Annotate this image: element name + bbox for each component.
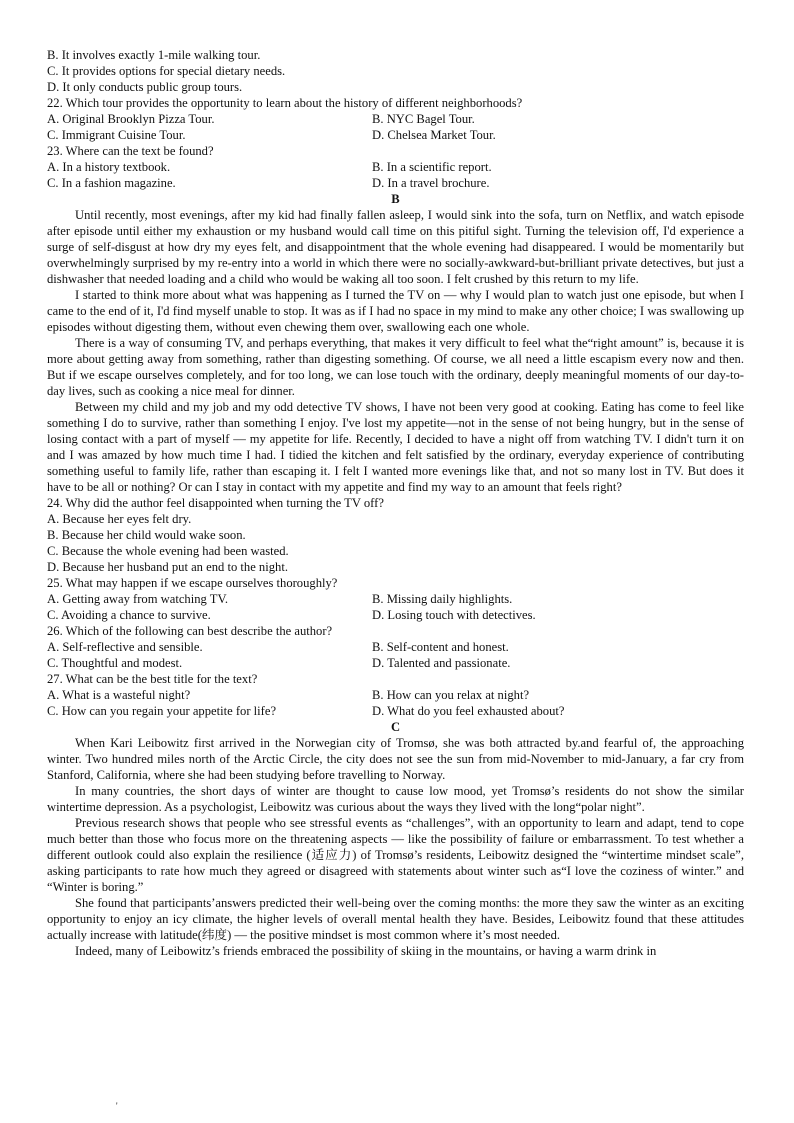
option-a: A. Original Brooklyn Pizza Tour. — [47, 112, 215, 126]
exam-page — [47, 47, 744, 959]
option-a: A. Self-reflective and sensible. — [47, 640, 203, 654]
q21-options — [47, 47, 744, 95]
question-text: 22. Which tour provides the opportunity to learn about the history of different neighborhoods? — [47, 96, 523, 110]
option-d: D. Talented and passionate. — [372, 656, 511, 670]
option: D. It only conducts public group tours. — [47, 80, 243, 94]
option-c: C. How can you regain your appetite for life? — [47, 704, 277, 718]
paragraph: She found that participants’answers predicted their well-being over the coming months: the more they saw the winter as an exciting opportunity to enjoy an icy climate, the higher levels of overall mental health they have. Besides, Leibowitz found that these attitudes actually increase with latitude(纬度) — the positive mindset is most common where it’s most needed. — [47, 896, 744, 942]
option-a: A. What is a wasteful night? — [47, 688, 191, 702]
option-c: C. Thoughtful and modest. — [47, 656, 183, 670]
paragraph: In many countries, the short days of winter are thought to cause low mood, yet Tromsø’s residents do not show the similar wintertime depression. As a psychologist, Leibowitz was curious about the ways they lived with the long“polar night”. — [47, 784, 744, 814]
passage-b — [47, 207, 744, 495]
option-d: D. Chelsea Market Tour. — [372, 128, 496, 142]
option-c: C. Because the whole evening had been wasted. — [47, 544, 289, 558]
option-d: D. Losing touch with detectives. — [372, 608, 536, 622]
question-text: 27. What can be the best title for the text? — [47, 672, 258, 686]
option-b: B. Self-content and honest. — [372, 640, 509, 654]
option-b: B. NYC Bagel Tour. — [372, 112, 475, 126]
option-c: C. Avoiding a chance to survive. — [47, 608, 211, 622]
question-26 — [47, 623, 744, 671]
question-24 — [47, 495, 744, 575]
paragraph: I started to think more about what was happening as I turned the TV on — why I would plan to watch just one episode, but when I came to the end of it, I'd find myself unable to stop. It was as if I had no space in my mind to make any other choice; I was swallowing up episodes without digesting them, without even chewing them over, swallowing each one whole. — [47, 288, 744, 334]
option-a: A. Getting away from watching TV. — [47, 592, 229, 606]
question-text: 24. Why did the author feel disappointed when turning the TV off? — [47, 496, 384, 510]
paragraph: Until recently, most evenings, after my kid had finally fallen asleep, I would sink into the sofa, turn on Netflix, and watch episode after episode until either my exhaustion or my husband would call time on this pitiful sight. Turning the television off, I'd experience a surge of self-disgust at how dry my eyes felt, and disappointment that the whole evening had disappeared. I would be momentarily but overwhelmingly surprised by my re-entry into a world in which there were no socially-awkward-but-brilliant private detectives, but just a dishwasher that needed loading and a child who would be waking all too soon. I felt crushed by this return to my life. — [47, 208, 744, 286]
option-d: D. Because her husband put an end to the night. — [47, 560, 288, 574]
question-23 — [47, 143, 744, 191]
option-b: B. In a scientific report. — [372, 160, 492, 174]
question-text: 26. Which of the following can best describe the author? — [47, 624, 333, 638]
option-a: A. In a history textbook. — [47, 160, 171, 174]
paragraph: Previous research shows that people who see stressful events as “challenges”, with an opportunity to learn and adapt, tend to cope much better than those who focus more on the threatening aspects — like the possibility of failure or embarrassment. To test whether a different outlook could also explain the resilience (适应力) of Tromsø’s residents, Leibowitz designed the “wintertime mindset scale”, asking participants to rate how much they agreed or disagreed with statements about winter such as“I love the coziness of winter.” and “Winter is boring.” — [47, 816, 744, 894]
passage-c — [47, 735, 744, 959]
paragraph: When Kari Leibowitz first arrived in the Norwegian city of Tromsø, she was both attracted by.and fearful of, the approaching winter. Two hundred miles north of the Arctic Circle, the city does not see the sun from mid-November to mid-January, a far cry from Stanford, California, where she had been studying before travelling to Norway. — [47, 736, 744, 782]
question-27 — [47, 671, 744, 719]
question-25 — [47, 575, 744, 623]
section-c-heading: C — [390, 720, 401, 734]
option-d: D. In a travel brochure. — [372, 176, 490, 190]
option-b: B. How can you relax at night? — [372, 688, 530, 702]
question-text: 23. Where can the text be found? — [47, 144, 214, 158]
option-b: B. Because her child would wake soon. — [47, 528, 246, 542]
option-a: A. Because her eyes felt dry. — [47, 512, 192, 526]
paragraph: There is a way of consuming TV, and perhaps everything, that makes it very difficult to feel what the“right amount” is, because it is more about getting away from something, rather than digesting something. Of course, we all need a little escapism every now and then. But if we escape ourselves completely, and for too long, we can lose touch with the ordinary, deeply meaningful moments of our day-to-day lives, such as cooking a nice meal for dinner. — [47, 336, 744, 398]
paragraph: Between my child and my job and my odd detective TV shows, I have not been very good at cooking. Eating has come to feel like something I do to survive, rather than something I enjoy. I've lost my appetite—not in the sense of not being hungry, but in the sense of losing contact with a part of myself — my appetite for life. Recently, I decided to have a night off from watching TV. I didn't turn it on and I was amazed by how much time I had. I tidied the kitchen and felt satisfied by the ordinary, everyday experience of contributing something useful to family life, rather than escaping it. I felt I wanted more evenings like that, and not so many lost in TV. But does it have to be all or nothing? Or can I stay in contact with my appetite and find my way to an amount that feels right? — [47, 400, 744, 494]
question-22 — [47, 95, 744, 143]
paragraph: Indeed, many of Leibowitz’s friends embraced the possibility of skiing in the mountains, or having a warm drink in — [75, 944, 657, 958]
footer-mark: ' — [116, 1101, 118, 1111]
option: B. It involves exactly 1-mile walking tour. — [47, 48, 261, 62]
question-text: 25. What may happen if we escape ourselves thoroughly? — [47, 576, 338, 590]
option-c: C. In a fashion magazine. — [47, 176, 176, 190]
section-b-heading: B — [391, 192, 400, 206]
option-c: C. Immigrant Cuisine Tour. — [47, 128, 186, 142]
option: C. It provides options for special dietary needs. — [47, 64, 286, 78]
option-d: D. What do you feel exhausted about? — [372, 704, 565, 718]
option-b: B. Missing daily highlights. — [372, 592, 513, 606]
